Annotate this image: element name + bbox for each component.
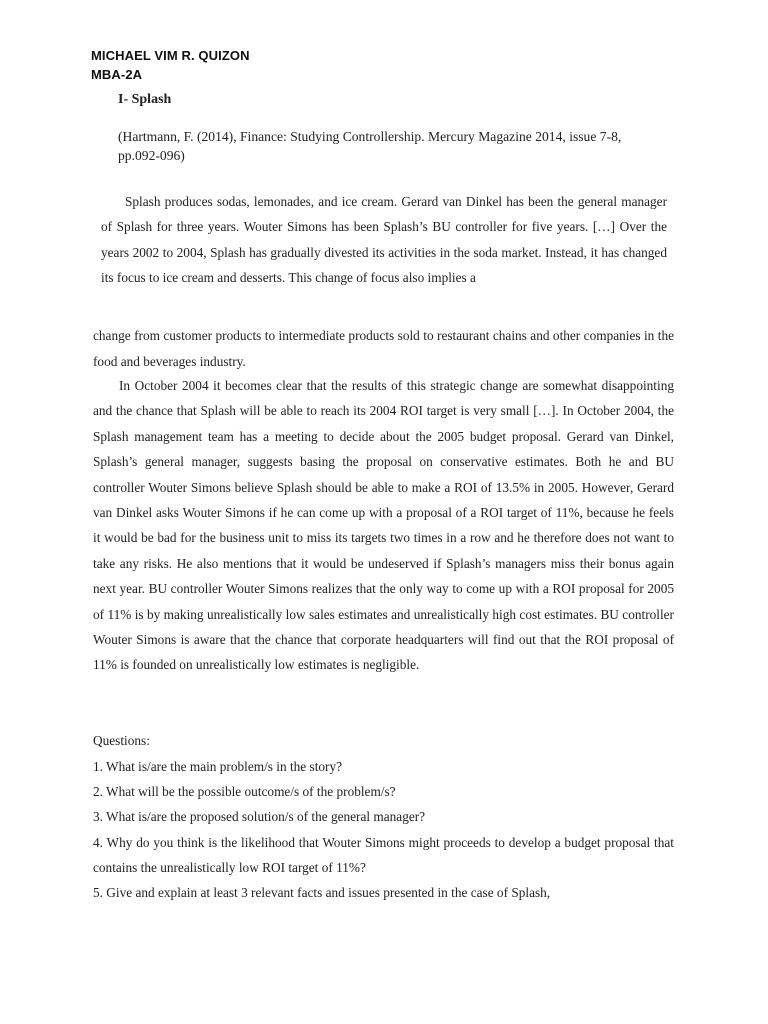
citation: (Hartmann, F. (2014), Finance: Studying Controllership. Mercury Magazine 2014, issue 7-8, pp.092-096) <box>118 129 622 163</box>
questions-section <box>93 729 674 905</box>
question-item-3: 3. What is/are the proposed solution/s of the general manager? <box>93 809 426 825</box>
class-label: MBA-2A <box>91 67 143 82</box>
question-item-1: 1. What is/are the main problem/s in the story? <box>93 759 343 774</box>
question-item-4: 4. Why do you think is the likelihood that Wouter Simons might proceeds to develop a budget proposal that contains the unrealistically low ROI target of 11%? <box>93 834 674 875</box>
section-title: I- Splash <box>118 92 172 107</box>
questions-heading: Questions: <box>93 733 150 748</box>
body-paragraph-1: Splash produces sodas, lemonades, and ice cream. Gerard van Dinkel has been the general manager of Splash for three years. Wouter Simons has been Splash’s BU controller for five years. […] Over the years 2002 to 2004, Splash has gradually divested its activities in the soda market. Instead, it has changed its focus to ice cream and desserts. This change of focus also implies a <box>101 194 667 285</box>
body-paragraph-2: change from customer products to intermediate products sold to restaurant chains and other companies in the food and beverages industry. <box>93 328 674 369</box>
author-name: MICHAEL VIM R. QUIZON <box>91 48 250 63</box>
body-paragraph-3: In October 2004 it becomes clear that the results of this strategic change are somewhat disappointing and the chance that Splash will be able to reach its 2004 ROI target is very small […]. In October 2004, the Splash management team has a meeting to decide about the 2005 budget proposal. Gerard van Dinkel, Splash’s general manager, suggests basing the proposal on conservative estimates. Both he and BU controller Wouter Simons believe Splash should be able to make a ROI of 13.5% in 2005. However, Gerard van Dinkel asks Wouter Simons if he can come up with a proposal of a ROI target of 11%, because he feels it would be bad for the business unit to miss its targets two times in a row and he therefore does not want to take any risks. He also mentions that it would be undeserved if Splash’s managers miss their bonus again next year. BU controller Wouter Simons realizes that the only way to come up with a ROI proposal for 2005 of 11% is by making unrealistically low sales estimates and unrealistically high cost estimates. BU controller Wouter Simons is aware that the chance that corporate headquarters will find out that the ROI proposal of 11% is founded on unrealistically low estimates is negligible. <box>93 378 674 673</box>
question-item-5: 5. Give and explain at least 3 relevant facts and issues presented in the case of Splash, <box>93 885 551 901</box>
question-item-2: 2. What will be the possible outcome/s of the problem/s? <box>93 784 396 800</box>
